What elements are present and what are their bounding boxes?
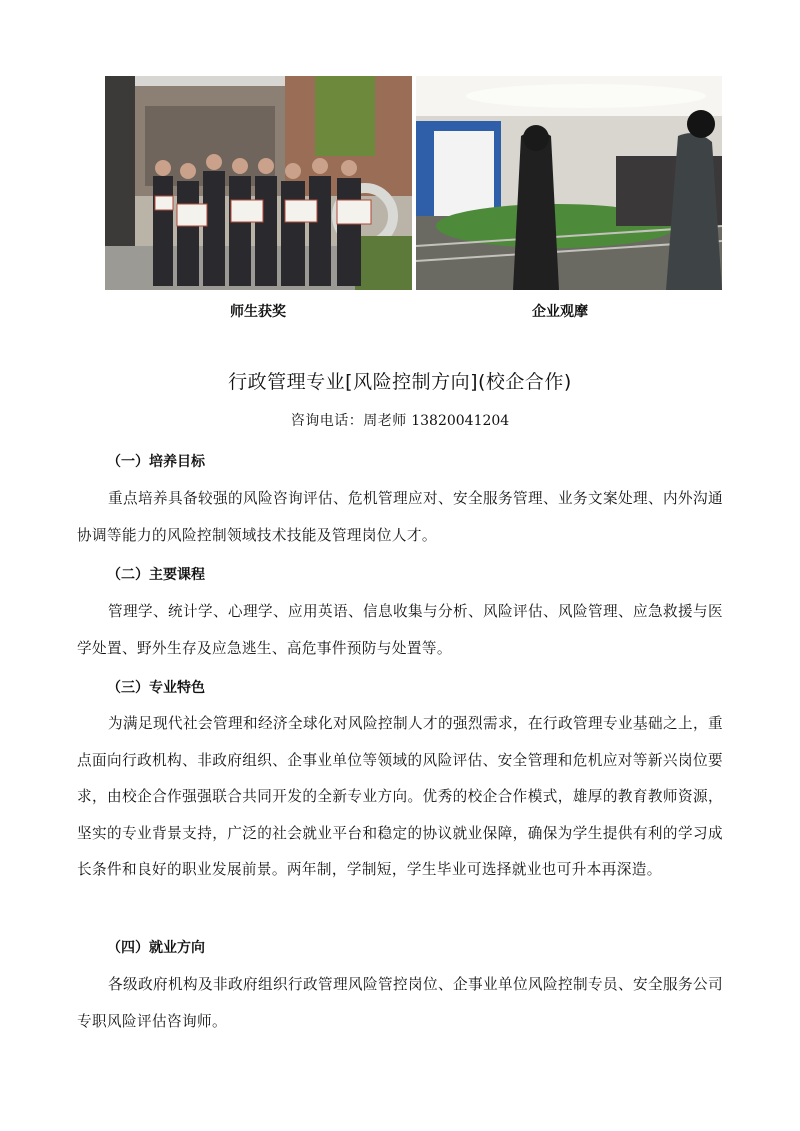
award-photo-caption: 师生获奖 [230, 304, 286, 320]
section-heading-employment: （四）就业方向 [107, 940, 205, 956]
contact-label: 咨询电话：周老师 [290, 413, 407, 429]
section-heading-features: （三）专业特色 [107, 680, 205, 696]
section-body-employment: 各级政府机构及非政府组织行政管理风险管控岗位、企事业单位风险控制专员、安全服务公司专职风险评估咨询师。 [77, 976, 723, 1030]
contact-phone: 13820041204 [411, 413, 510, 429]
section-body-courses: 管理学、统计学、心理学、应用英语、信息收集与分析、风险评估、风险管理、应急救援与医学处置、野外生存及应急逃生、高危事件预防与处置等。 [77, 603, 723, 657]
section-body-goals: 重点培养具备较强的风险咨询评估、危机管理应对、安全服务管理、业务文案处理、内外沟通协调等能力的风险控制领域技术技能及管理岗位人才。 [77, 490, 723, 544]
page-title: 行政管理专业[风险控制方向](校企合作) [228, 371, 572, 393]
enterprise-visit-caption: 企业观摩 [532, 304, 588, 320]
section-heading-goals: （一）培养目标 [107, 454, 205, 470]
section-heading-courses: （二）主要课程 [107, 567, 205, 583]
enterprise-visit-photo [416, 76, 722, 290]
section-body-features: 为满足现代社会管理和经济全球化对风险控制人才的强烈需求，在行政管理专业基础之上，重点面向行政机构、非政府组织、企事业单位等领域的风险评估、安全管理和危机应对等新兴岗位要求，由校企合作强强联合共同开发的全新专业方向。优秀的校企合作模式，雄厚的教育教师资源，坚实的专业背景支持，广泛的社会就业平台和稳定的协议就业保障，确保为学生提供有利的学习成长条件和良好的职业发展前景。两年制，学制短，学生毕业可选择就业也可升本再深造。 [77, 715, 723, 878]
award-photo [105, 76, 412, 290]
contact-line [0, 410, 800, 430]
